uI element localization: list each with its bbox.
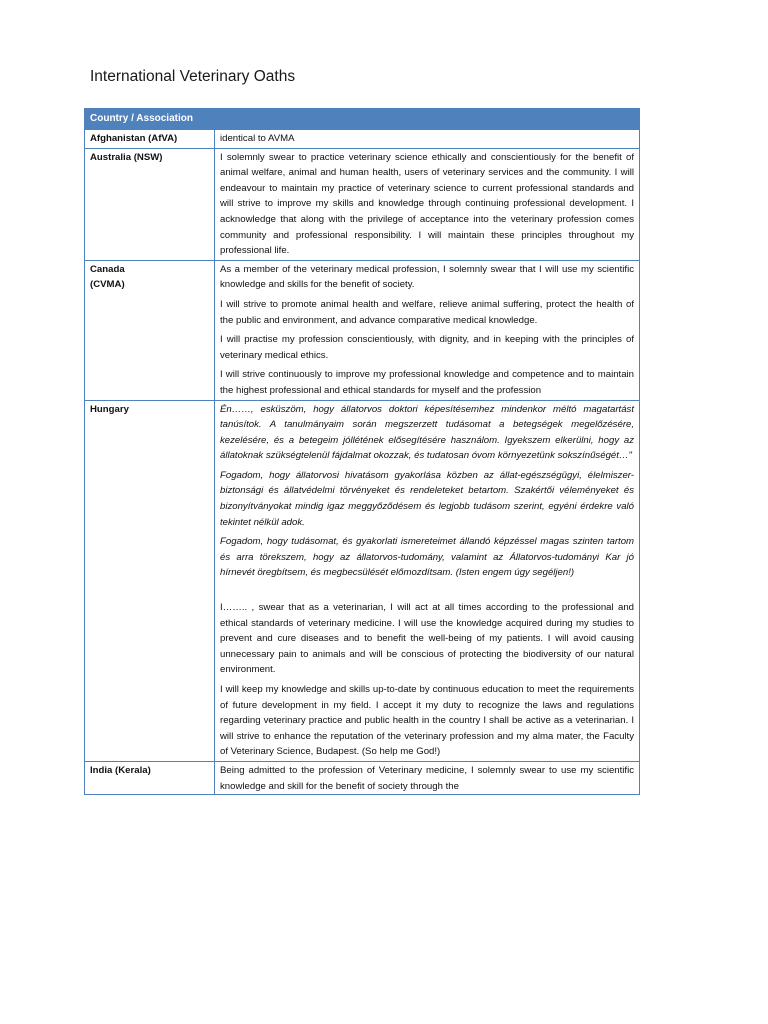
oaths-table xyxy=(84,108,640,795)
table-row-canada xyxy=(85,260,640,400)
table-row-afghanistan xyxy=(85,130,640,149)
oath-paragraph-english: I…….. , swear that as a veterinarian, I will act at all times according to the professional and ethical standards of veterinary medicine. I will use the knowledge acquired during my studies to prevent and cure diseases and to benefit the well-being of my patients. I will avoid causing unnecessary pain to animals and will be conscious of protecting the biodiversity of our natural environment. xyxy=(220,602,635,676)
country-cell: Hungary xyxy=(85,400,215,761)
country-cell: Canada (CVMA) xyxy=(85,260,215,400)
oath-paragraph: I will strive to promote animal health and welfare, relieve animal suffering, protect the health of the public and environment, and advance comparative medical knowledge. xyxy=(220,298,635,326)
oath-cell xyxy=(215,148,640,260)
oath-paragraph: I will practise my profession conscientiously, with dignity, and in keeping with the principles of veterinary medical ethics. xyxy=(220,334,635,361)
table-header-row xyxy=(85,109,640,130)
page-title: International Veterinary Oaths xyxy=(90,68,296,85)
oath-cell xyxy=(215,761,640,794)
oath-paragraph: Being admitted to the profession of Veterinary medicine, I solemnly swear to use my scientific knowledge and skill for the benefit of society through the xyxy=(220,764,635,792)
oath-paragraph-hungarian: Fogadom, hogy tudásomat, és gyakorlati ismereteimet állandó képzéssel magas szinten tartom és arra törekszem, hogy az állatorvos-tudomány, valamint az Állatorvos-tudományi Kar jó hírnevét öregbítsem, és megbecsülését előmozdítsam. (Isten engem úgy segéljen!) xyxy=(220,536,635,579)
oath-paragraph: I solemnly swear to practice veterinary science ethically and conscientiously for the benefit of animal welfare, animal and human health, users of veterinary services and the community. I will endeavour to maintain my practice of veterinary science to current professional standards and will strive to improve my skills and knowledge through continuing professional development. I acknowledge that along with the privilege of acceptance into the veterinary profession comes community and professional responsibility. I will maintain these principles throughout my professional life. xyxy=(220,151,635,257)
oath-cell xyxy=(215,400,640,761)
oath-paragraph: I will strive continuously to improve my professional knowledge and competence and to maintain the highest professional and ethical standards for myself and the profession xyxy=(220,369,635,396)
country-cell: India (Kerala) xyxy=(85,761,215,794)
oath-paragraph-hungarian: Fogadom, hogy állatorvosi hivatásom gyakorlása közben az állat-egészségügyi, élelmiszer-biztonsági és állatvédelmi törvényeket és rendeleteket betartom. Szakértői véleményeket és bizonyítványokat mindig igaz meggyőződésem és legjobb tudásom szerint, egyéni érdekre való tekintet nélkül adok. xyxy=(220,469,635,528)
oath-cell xyxy=(215,260,640,400)
country-cell: Australia (NSW) xyxy=(85,148,215,260)
oath-paragraph: As a member of the veterinary medical profession, I solemnly swear that I will use my scientific knowledge and skills for the benefit of society. xyxy=(220,263,635,291)
oath-paragraph: identical to AVMA xyxy=(220,133,295,144)
table-row-hungary xyxy=(85,400,640,761)
column-header-country: Country / Association xyxy=(85,109,640,130)
table-row-australia xyxy=(85,148,640,260)
oath-cell xyxy=(215,130,640,149)
country-cell: Afghanistan (AfVA) xyxy=(85,130,215,149)
oath-paragraph-english: I will keep my knowledge and skills up-to-date by continuous education to meet the requirements of future development in my field. I accept it my duty to recognize the laws and regulations regarding veterinary practice and public health in the country I shall be active as a veterinarian. I will strive to enhance the reputation of the veterinary profession and my alma mater, the Faculty of Veterinary Science, Budapest. (So help me God!) xyxy=(220,684,635,758)
table-row-india xyxy=(85,761,640,794)
oath-paragraph-hungarian: Én……, esküszöm, hogy állatorvos doktori képesítésemhez mindenkor méltó magatartást tanúsítok. A tanulmányaim során megszerzett tudásomat a betegségek megelőzésére, kezelésére, és a betegeim jóllétének elősegítésére használom. Igyekszem elkerülni, hogy az állatoknak szükségtelenül fájdalmat okozzak, és tudatosan óvom környezetünk sokszínűségét…" xyxy=(220,403,635,462)
